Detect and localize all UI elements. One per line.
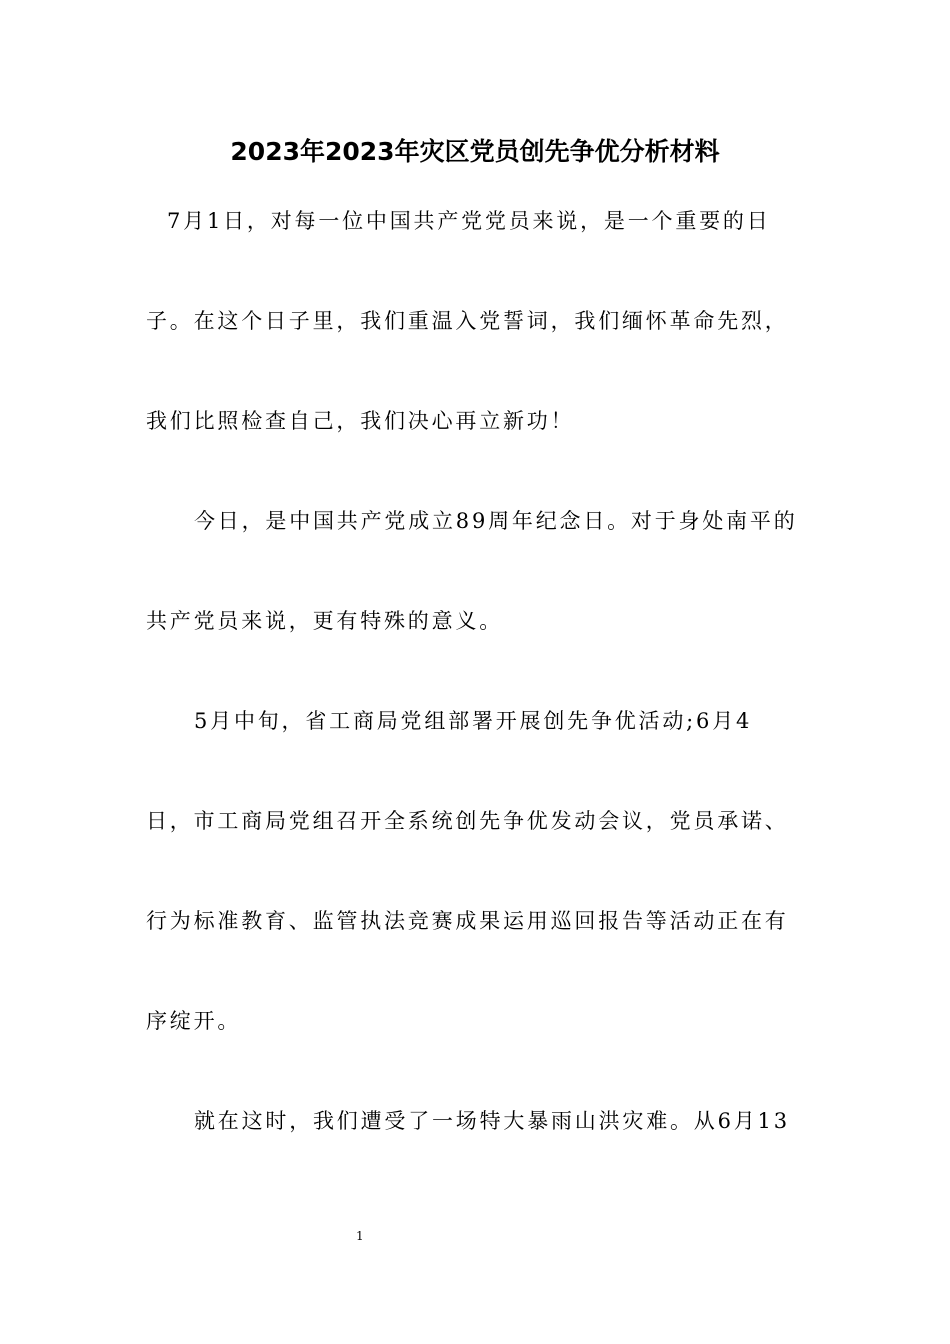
paragraph-line: 5月中旬，省工商局党组部署开展创先争优活动;6月4 xyxy=(194,709,753,733)
paragraph-line: 共产党员来说，更有特殊的意义。 xyxy=(146,609,503,633)
page-number: 1 xyxy=(356,1229,364,1243)
paragraph-line: 序绽开。 xyxy=(146,1009,242,1033)
paragraph-line: 我们比照检查自己，我们决心再立新功！ xyxy=(146,409,575,433)
paragraph-line: 子。在这个日子里，我们重温入党誓词，我们缅怀革命先烈， xyxy=(146,309,789,333)
paragraph-line: 今日，是中国共产党成立89周年纪念日。对于身处南平的 xyxy=(194,509,798,533)
paragraph-line: 日，市工商局党组召开全系统创先争优发动会议，党员承诺、 xyxy=(146,809,789,833)
paragraph-line: 7月1日，对每一位中国共产党党员来说，是一个重要的日 xyxy=(167,209,771,233)
document-title: 2023年2023年灾区党员创先争优分析材料 xyxy=(230,137,720,166)
paragraph-line: 就在这时，我们遭受了一场特大暴雨山洪灾难。从6月13 xyxy=(194,1109,790,1133)
paragraph-line: 行为标准教育、监管执法竞赛成果运用巡回报告等活动正在有 xyxy=(146,909,789,933)
